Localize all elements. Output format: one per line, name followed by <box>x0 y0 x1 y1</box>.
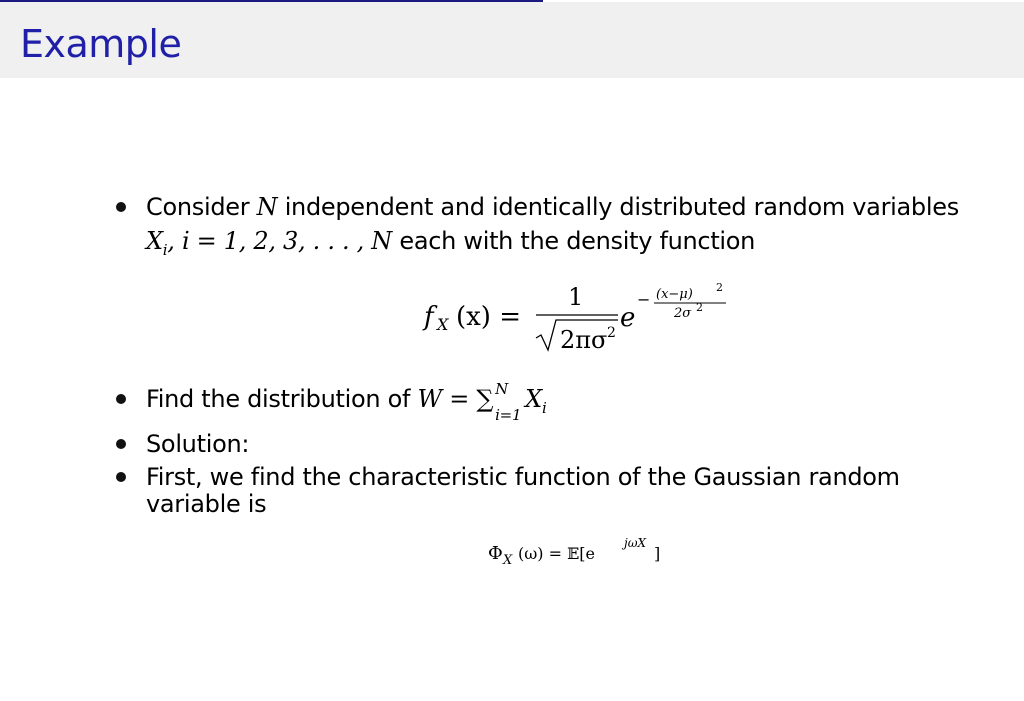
sum-limits <box>493 380 525 424</box>
math-index-range: , i = 1, 2, 3, . . . , N <box>167 227 393 255</box>
density-equation <box>420 280 760 360</box>
math-term-sub: i <box>541 398 547 417</box>
eq2-close: ] <box>654 544 661 563</box>
eq-lhs-f: f <box>424 302 434 332</box>
eq2-lhs-arg: (ω) = 𝔼[e <box>518 544 596 563</box>
math-sub-i: i <box>162 240 168 259</box>
sum-upper: N <box>495 380 508 398</box>
bullet-prefix: Find the distribution of <box>146 385 411 413</box>
bullet-marker <box>116 439 126 449</box>
frame-title: Example <box>20 22 182 66</box>
bullet-line2-text: each with the density function <box>399 227 756 255</box>
bullet-text-find <box>146 380 547 424</box>
bullet-text-consider-line2 <box>146 227 756 259</box>
eq-exp-den-sup: 2 <box>696 301 703 314</box>
bullet-marker <box>116 394 126 404</box>
math-term-x: X <box>525 385 542 413</box>
bullet-text-consider <box>146 193 959 221</box>
math-x: X <box>146 227 163 255</box>
eq-exp-num: (x−μ) <box>656 287 693 302</box>
eq2-exp: jωX <box>624 536 647 550</box>
eq-base-e: e <box>620 303 636 333</box>
bullet-text-first-line2: variable is <box>146 490 267 518</box>
eq-numerator: 1 <box>568 283 584 311</box>
eq-exp-sign: − <box>637 290 651 309</box>
sum-lower: i=1 <box>495 406 522 424</box>
bullet-rest: independent and identically distributed random variables <box>284 193 959 221</box>
eq-lhs-arg: (x) = <box>456 302 521 332</box>
bullet-marker <box>116 472 126 482</box>
bullet-text-first-line1: First, we find the characteristic function of the Gaussian random <box>146 463 900 491</box>
eq-exp-num-sup: 2 <box>716 281 723 294</box>
eq2-lhs-phi: Φ <box>488 543 503 564</box>
bullet-prefix: Consider <box>146 193 250 221</box>
bullet-marker <box>116 202 126 212</box>
eq-denominator-sup: 2 <box>607 325 616 341</box>
bullet-text-solution: Solution: <box>146 430 250 458</box>
math-var-n: N <box>256 193 278 221</box>
math-w-sum: W = ∑ <box>417 385 494 413</box>
frame-title-bar <box>0 2 1024 78</box>
eq2-lhs-sub: X <box>503 553 513 568</box>
eq-exp-den: 2σ <box>674 306 692 321</box>
eq-denominator: 2πσ <box>560 326 608 354</box>
characteristic-equation <box>486 533 686 573</box>
eq-lhs-sub: X <box>437 315 449 334</box>
